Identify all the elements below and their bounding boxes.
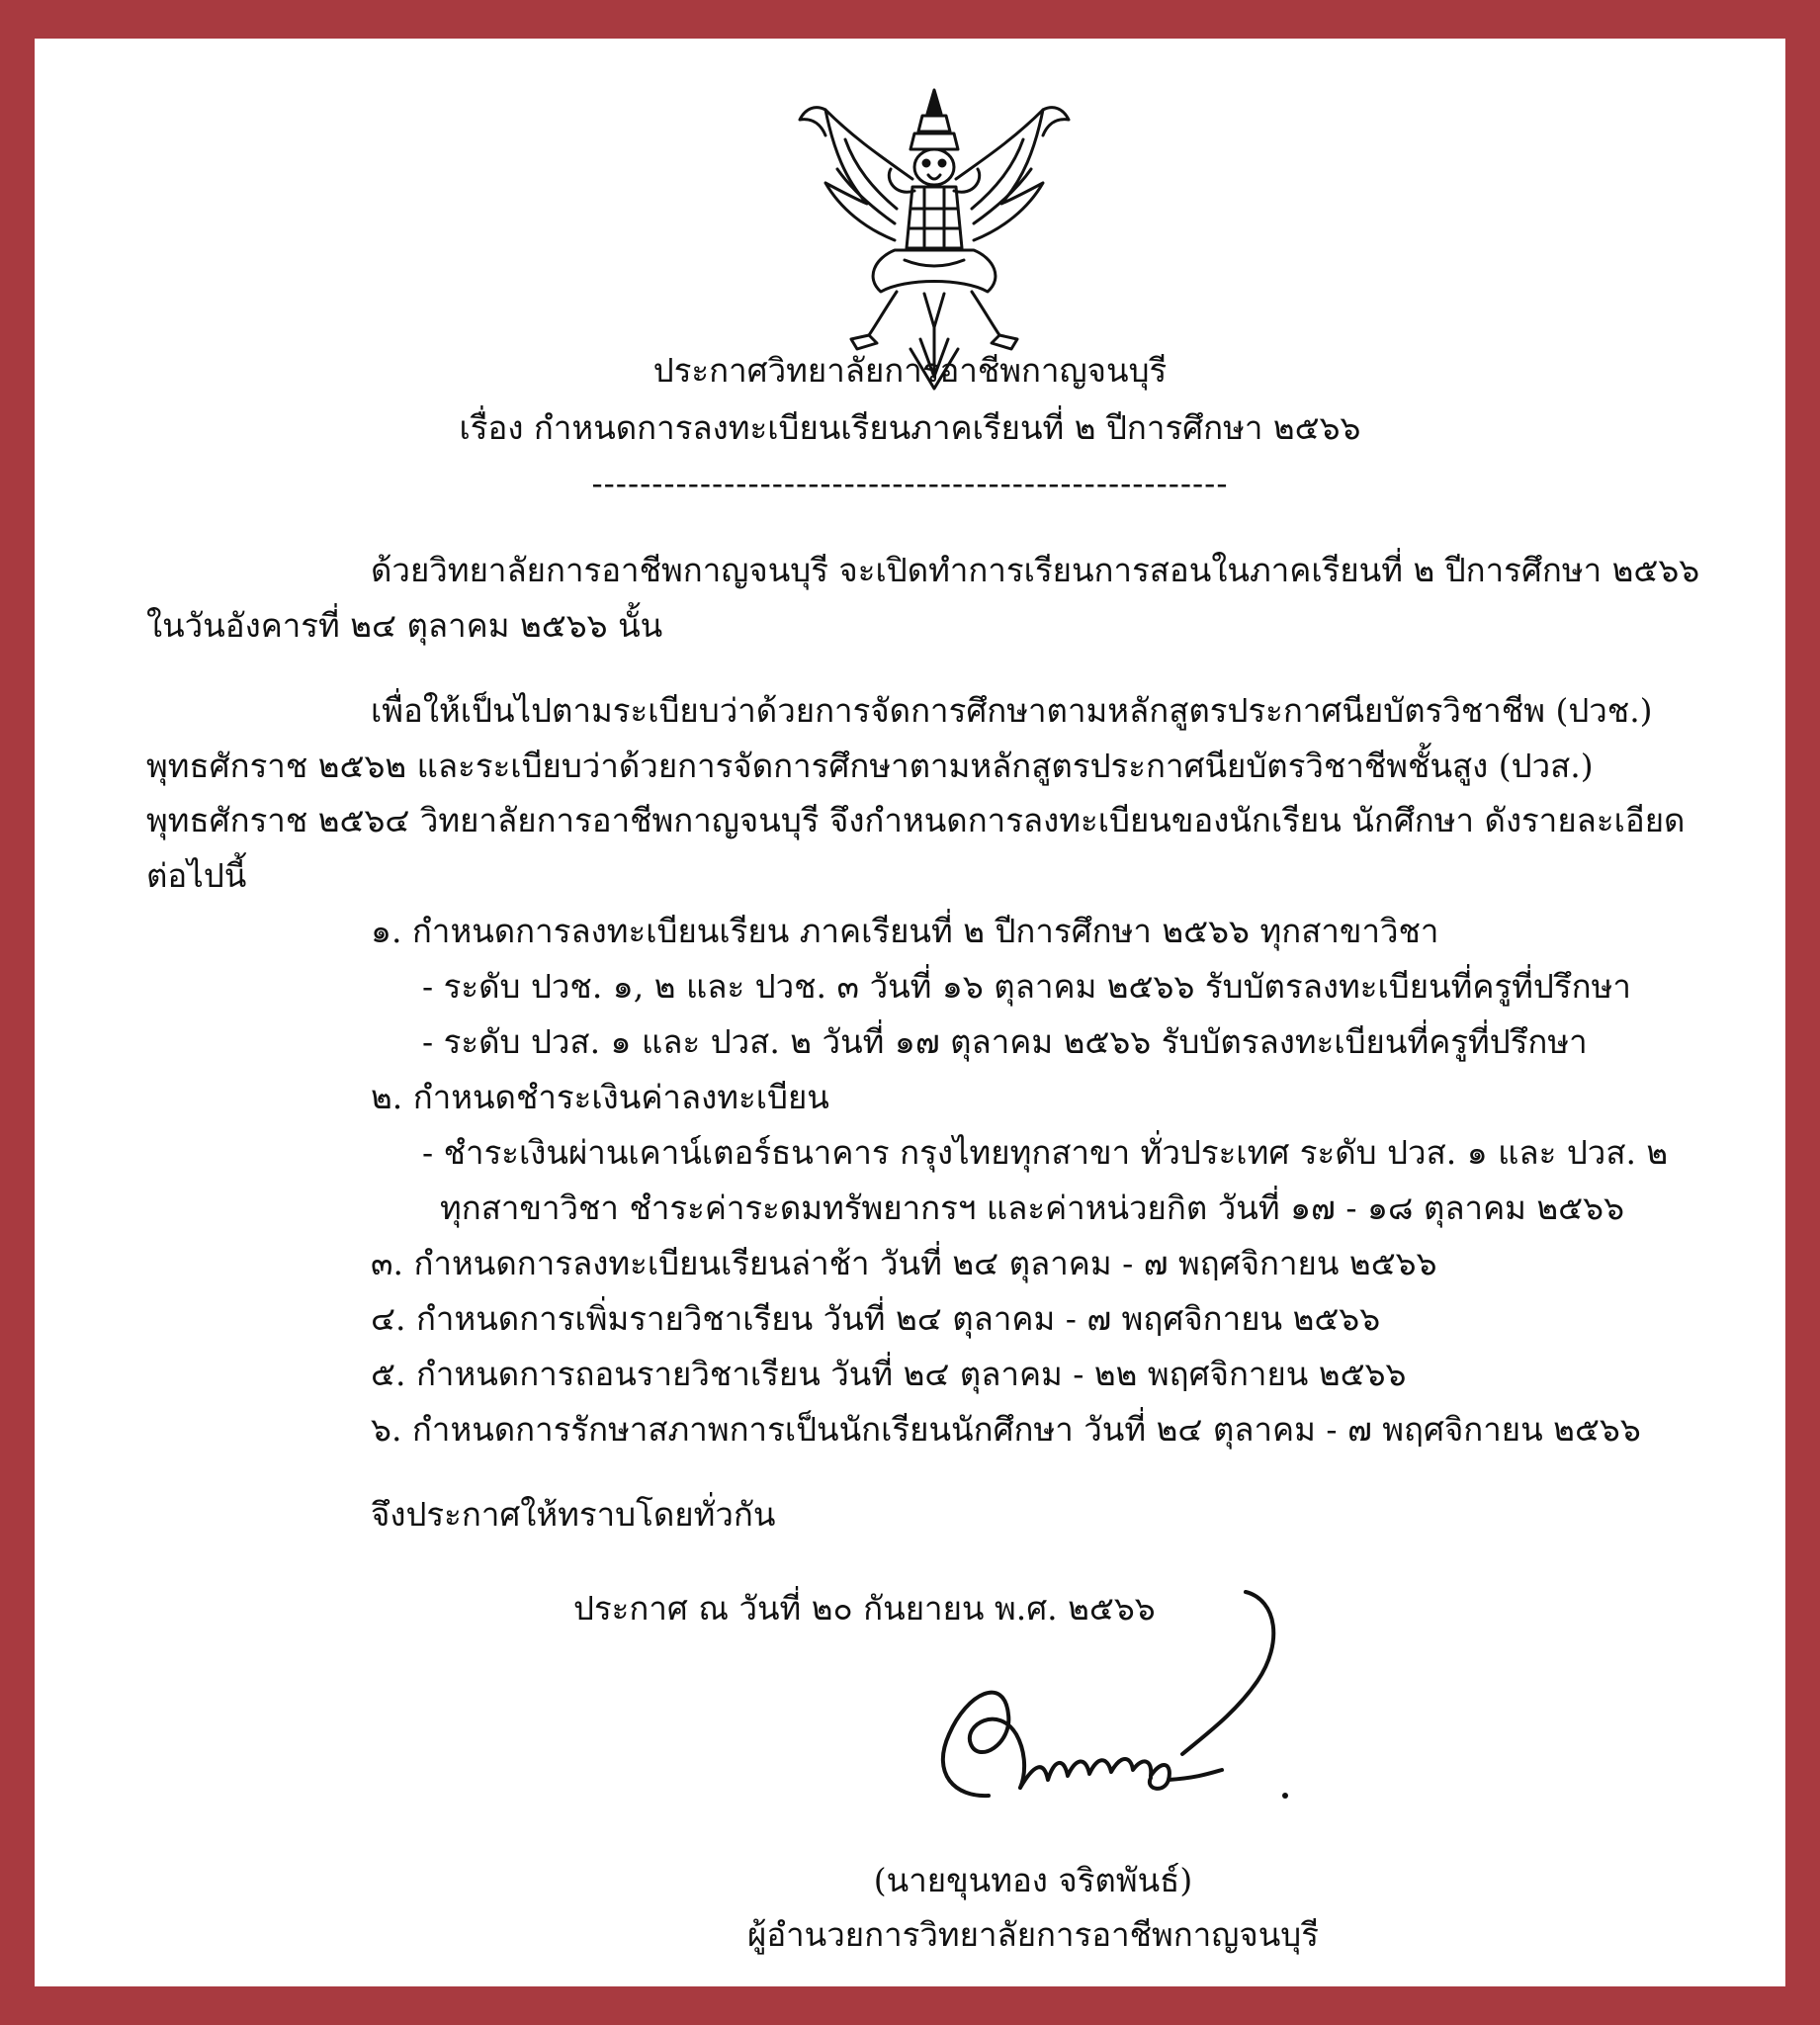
signer-name: (นายขุนทอง จริตพันธ์)	[873, 1861, 1193, 1899]
document-title: ประกาศวิทยาลัยการอาชีพกาญจนบุรี	[652, 351, 1168, 390]
garuda-emblem-icon	[786, 80, 1083, 396]
announcement-date: ประกาศ ณ วันที่ ๒๐ กันยายน พ.ศ. ๒๕๖๖	[573, 1589, 1156, 1628]
paragraph-2-line-3: พุทธศักราช ๒๕๖๔ วิทยาลัยการอาชีพกาญจนบุรี จึงกำหนดการลงทะเบียนของนักเรียน นักศึกษา ดังรายละเอียด	[146, 801, 1686, 839]
list-item: ๑. กำหนดการลงทะเบียนเรียน ภาคเรียนที่ ๒ ปีการศึกษา ๒๕๖๖ ทุกสาขาวิชา	[371, 912, 1439, 950]
list-item: ทุกสาขาวิชา ชำระค่าระดมทรัพยากรฯ และค่าหน่วยกิต วันที่ ๑๗ - ๑๘ ตุลาคม ๒๕๖๖	[440, 1189, 1625, 1227]
list-item: ๖. กำหนดการรักษาสภาพการเป็นนักเรียนนักศึกษา วันที่ ๒๔ ตุลาคม - ๗ พฤศจิกายน ๒๕๖๖	[371, 1410, 1641, 1449]
list-item: - ระดับ ปวส. ๑ และ ปวส. ๒ วันที่ ๑๗ ตุลาคม ๒๕๖๖ รับบัตรลงทะเบียนที่ครูที่ปรึกษา	[422, 1022, 1588, 1061]
paragraph-1-line-2: ในวันอังคารที่ ๒๔ ตุลาคม ๒๕๖๖ นั้น	[146, 606, 663, 645]
paragraph-2-line-1: เพื่อให้เป็นไปตามระเบียบว่าด้วยการจัดการศึกษาตามหลักสูตรประกาศนียบัตรวิชาชีพ (ปวช.)	[371, 691, 1653, 730]
document-subject: เรื่อง กำหนดการลงทะเบียนเรียนภาคเรียนที่ ๒ ปีการศึกษา ๒๕๖๖	[459, 408, 1361, 447]
list-item: ๔. กำหนดการเพิ่มรายวิชาเรียน วันที่ ๒๔ ตุลาคม - ๗ พฤศจิกายน ๒๕๖๖	[371, 1299, 1381, 1338]
paragraph-1-line-1: ด้วยวิทยาลัยการอาชีพกาญจนบุรี จะเปิดทำการเรียนการสอนในภาคเรียนที่ ๒ ปีการศึกษา ๒๕๖๖	[371, 551, 1700, 589]
list-item: - ชำระเงินผ่านเคาน์เตอร์ธนาคาร กรุงไทยทุกสาขา ทั่วประเทศ ระดับ ปวส. ๑ และ ปวส. ๒	[422, 1133, 1669, 1172]
header-divider: -----------------------------------------------------	[591, 464, 1229, 502]
paragraph-2-line-4: ต่อไปนี้	[146, 856, 247, 895]
signer-position: ผู้อำนวยการวิทยาลัยการอาชีพกาญจนบุรี	[747, 1915, 1319, 1954]
paragraph-2-line-2: พุทธศักราช ๒๕๖๒ และระเบียบว่าด้วยการจัดการศึกษาตามหลักสูตรประกาศนียบัตรวิชาชีพชั้นสูง (ปวส.)	[146, 747, 1594, 785]
closing-statement: จึงประกาศให้ทราบโดยทั่วกัน	[371, 1495, 776, 1534]
announcement-document	[35, 39, 1785, 1986]
list-item: - ระดับ ปวช. ๑, ๒ และ ปวช. ๓ วันที่ ๑๖ ตุลาคม ๒๕๖๖ รับบัตรลงทะเบียนที่ครูที่ปรึกษา	[422, 967, 1631, 1006]
list-item: ๓. กำหนดการลงทะเบียนเรียนล่าช้า วันที่ ๒๔ ตุลาคม - ๗ พฤศจิกายน ๒๕๖๖	[371, 1244, 1437, 1282]
list-item: ๒. กำหนดชำระเงินค่าลงทะเบียน	[371, 1078, 829, 1116]
signature-icon	[910, 1586, 1364, 1823]
list-item: ๕. กำหนดการถอนรายวิชาเรียน วันที่ ๒๔ ตุลาคม - ๒๒ พฤศจิกายน ๒๕๖๖	[371, 1355, 1407, 1393]
